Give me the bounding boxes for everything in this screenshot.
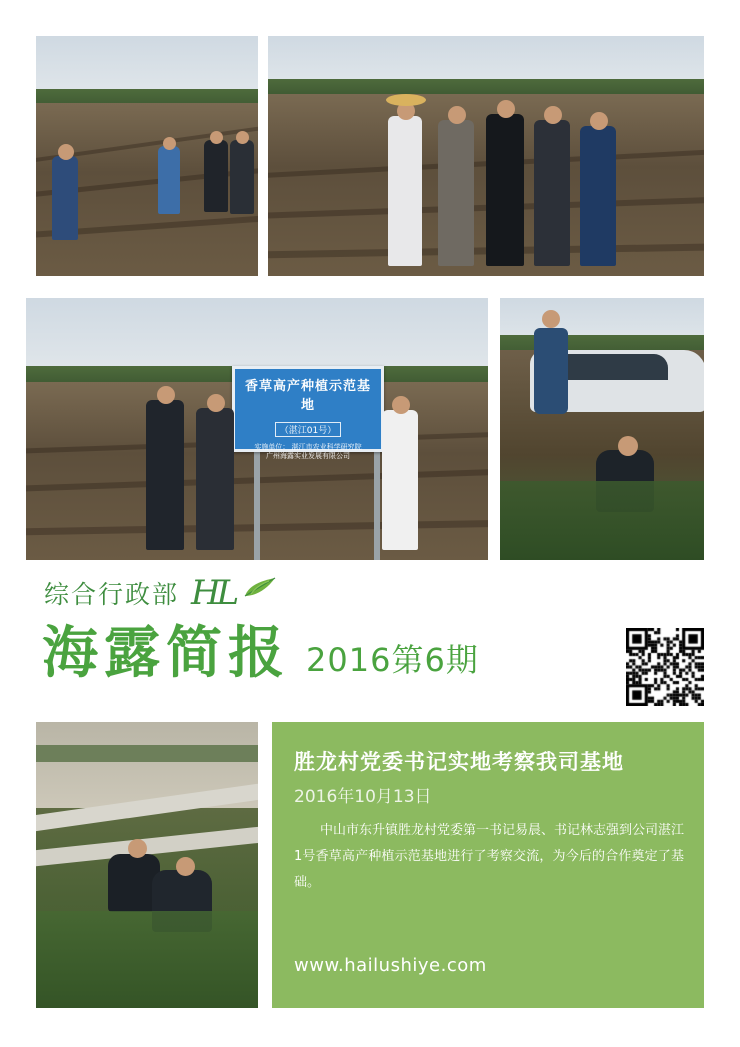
logo-monogram: HL — [191, 573, 236, 613]
sign-board — [232, 366, 384, 460]
photo-top-left — [36, 36, 258, 276]
photo-field-inspection — [500, 298, 704, 560]
website-url[interactable]: www.hailushiye.com — [294, 955, 487, 976]
page-title: 海露简报 — [42, 621, 290, 686]
article-date: 2016年10月13日 — [294, 787, 432, 807]
leaf-icon — [243, 574, 277, 600]
sign-footer-line2: 广州海露实业发展有限公司 — [266, 451, 350, 460]
sign-title: 香草高产种植示范基地 — [244, 379, 371, 413]
photo-top-right — [268, 36, 704, 276]
department-row — [44, 572, 277, 614]
article-headline: 胜龙村党委书记实地考察我司基地 — [294, 750, 624, 774]
photo-sign-board — [26, 298, 488, 560]
department-label: 综合行政部 — [44, 580, 180, 609]
masthead — [42, 621, 479, 686]
photo-crop-field — [36, 722, 258, 1008]
qr-code — [626, 628, 704, 706]
article-body: 中山市东升镇胜龙村党委第一书记易晨、书记林志强到公司湛江1号香草高产种植示范基地进行了考察交流，为今后的合作奠定了基础。 — [294, 823, 685, 890]
sign-footer-line1: 实施单位： 湛江市农业科学研究院 — [254, 443, 362, 451]
issue-number: 2016第6期 — [306, 640, 479, 679]
sign-subtitle: （湛江01号） — [275, 422, 341, 437]
article-panel — [272, 722, 704, 1008]
company-logo — [191, 572, 277, 614]
